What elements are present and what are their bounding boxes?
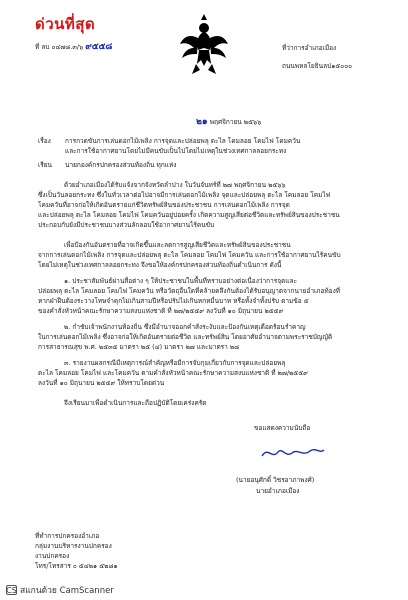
urgency-heading: ด่วนที่สุด <box>35 15 96 33</box>
body-line: ลงวันที่ ๑๐ มิถุนายน ๒๕๕๙ ให้ทราบโดยด่วน <box>38 379 165 387</box>
body-line: ตะไล โคมลอย โคมไฟ และโคมควัน ตามคำสั่งหัวหน้าคณะรักษาความสงบแห่งชาติ ที่ ๒๗/๒๕๕๙ <box>38 369 308 377</box>
footer-unit: งานปกครอง <box>35 552 70 560</box>
body-line: ของคำสั่งหัวหน้าคณะรักษาความสงบแห่งชาติ ที่ ๒๗/๒๕๕๙ ลงวันที่ ๑๐ มิถุนายน ๒๕๕๙ <box>38 307 284 315</box>
body-line: การสาธารณสุข พ.ศ. ๒๕๓๕ มาตรา ๒๕ (๔) มาตรา ๒๗ และมาตรา ๒๘ <box>38 343 240 351</box>
issuing-office: ที่ว่าการอำเภอเมือง <box>282 44 337 52</box>
body-line: ๒. กำชับเจ้าพนักงานท้องถิ่น ซึ่งมีอำนาจออกคำสั่งระงับและป้องกันเหตุเดือดร้อนรำคาญ <box>64 323 306 331</box>
document-date <box>196 118 261 127</box>
body-line: โคมควันที่อาจก่อให้เกิดอันตรายแก่ชีวิตทรัพย์สินของประชาชน การเล่นดอกไม้เพลิง การจุด <box>38 201 290 209</box>
issuing-office-address: ถนนพหลโยธินลป๑๕๐๐๐ <box>282 62 353 70</box>
camscanner-text: สแกนด้วย CamScanner <box>20 586 114 596</box>
closing-request: จึงเรียนมาเพื่อดำเนินการและถือปฏิบัติโดยเคร่งครัด <box>64 399 207 407</box>
body-line: ๓. รายงานผลกรณีมีเหตุการณ์สำคัญหรือมีการจับกุมเกี่ยวกับการจุดและปล่อยพลุ <box>64 359 286 367</box>
body-line: เพื่อป้องกันอันตรายที่อาจเกิดขึ้นและลดการสูญเสียชีวิตและทรัพย์สินของประชาชน <box>64 241 291 249</box>
salutation: ขอแสดงความนับถือ <box>254 424 311 432</box>
recipient-label: เรียน <box>38 161 52 169</box>
body-line: ๑. ประชาสัมพันธ์ผ่านสื่อต่าง ๆ ให้ประชาชนในพื้นที่ทราบอย่างต่อเนื่องว่าการจุดและ <box>64 277 297 285</box>
body-line: จากการเล่นดอกไม้เพลิง การจุดและปล่อยพลุ ตะไล โคมลอย โคมไฟ โคมควัน และการใช้อากาศยานไร้คนขับ <box>38 251 341 259</box>
footer-phone: โทร/โทรสาร ๐ ๕๔๒๑ ๕๒๘๑ <box>35 562 118 570</box>
body-line: โดยไม่เหตุในช่วงเทศกาลลอยกระทง จึงขอให้องค์กรปกครองส่วนท้องถิ่นดำเนินการ ดังนี้ <box>38 261 282 269</box>
signatory-position: นายอำเภอเมือง <box>256 487 300 495</box>
document-number-handwritten: ๙๕๕๘ <box>85 42 113 52</box>
date-month-year: พฤศจิกายน ๒๕๖๖ <box>209 118 262 126</box>
handwritten-signature <box>258 444 328 462</box>
subject-label: เรื่อง <box>38 137 51 145</box>
body-line: ในการเล่นดอกไม้เพลิง ซึ่งอาจก่อให้เกิดอันตรายต่อชีวิต และทรัพย์สิน โดยอาศัยอำนาจตามพระราชบัญญัติ <box>38 333 333 341</box>
body-line: ประกอบกับยังมีประชาชนบางส่วนลักลอบใช้อากาศยานไร้คนขับ <box>38 221 215 229</box>
body-line: และปล่อยพลุ ตะไล โคมลอย โคมไฟ โคมควันอยู่บ่อยครั้ง เกิดความสูญเสียต่อชีวิตและทรัพย์สินของประชาชน <box>38 211 340 219</box>
document-number <box>35 43 112 52</box>
subject-line: และการใช้อากาศยานโดยไม่มีคนขับเป็นไปโดยไม่เหตุในช่วงเทศกาลลอยกระทง <box>65 147 287 155</box>
signatory-name: (นายอนุศักดิ์ วิชรอาภาพงศ์) <box>236 476 315 484</box>
body-line: หากฝ่าฝืนต้องระวางโทษจำคุกไม่เกินสามปีหรือปรับไม่เกินหกหมื่นบาท หรือทั้งจำทั้งปรับ ตามข้อ ๕ <box>38 297 309 305</box>
date-day-handwritten: ๒๑ <box>196 117 208 127</box>
subject-line: การกวดขันการเล่นดอกไม้เพลิง การจุดและปล่อยพลุ ตะไล โคมลอย โคมไฟ โคมควัน <box>65 137 301 145</box>
garuda-emblem-icon <box>180 14 228 76</box>
body-line: ซึ่งเป็นวันลอยกระทง ซึ่งในทั่วเวลาต่อไปอาจมีการเล่นดอกไม้เพลิง จุดและปล่อยพลุ ตะไล โคมลอย โคมไฟ <box>38 191 331 199</box>
document-number-prefix: ที่ ลบ ๐๔๗๘.๓/๖ <box>35 43 84 51</box>
camscanner-watermark <box>6 583 114 597</box>
recipient-text: นายกองค์กรปกครองส่วนท้องถิ่น ทุกแห่ง <box>65 161 177 169</box>
footer-office: ที่ทำการปกครองอำเภอ <box>35 532 100 540</box>
footer-group: กลุ่มงานบริหารงานปกครอง <box>35 542 112 550</box>
body-line: ด้วยอำเภอเมืองได้รับแจ้งจากจังหวัดลำปาง ในวันจันทร์ที่ ๒๗ พฤศจิกายน ๒๕๖๖ <box>64 181 286 189</box>
body-line: ปล่อยพลุ ตะไล โคมลอย โคมไฟ โคมควัน หรือวัตถุอื่นใดที่คล้ายคลึงกันต้องได้รับอนุญาตจากนายอำเภอท้องที่ <box>38 287 341 295</box>
camscanner-icon: CS <box>6 585 17 595</box>
